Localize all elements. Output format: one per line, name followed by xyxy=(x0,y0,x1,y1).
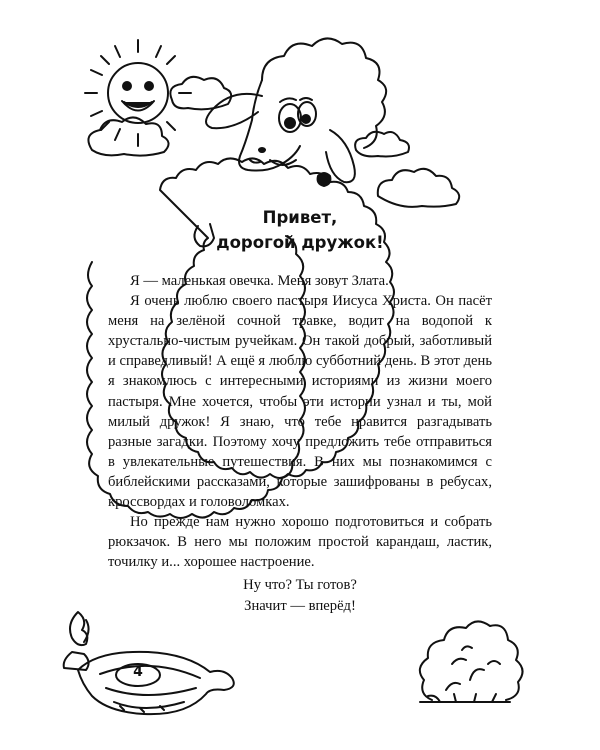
story-text xyxy=(108,271,492,572)
closing-text xyxy=(180,575,420,616)
page-number: 4 xyxy=(133,664,143,680)
cloud-right xyxy=(378,169,459,207)
title-line-1: Привет, xyxy=(262,208,338,227)
closing-line-2: Значит — вперёд! xyxy=(244,597,356,614)
cloud-left xyxy=(88,117,168,155)
paragraph: Но прежде нам нужно хорошо подготовиться и собрать рюкзачок. В него мы положим простой карандаш, ластик, точилку и... хорошее настроение. xyxy=(108,514,492,571)
cloud-top-right xyxy=(355,132,409,157)
paragraph: Я — маленькая овечка. Меня зовут Злата. xyxy=(130,273,389,289)
closing-line-1: Ну что? Ты готов? xyxy=(243,577,357,593)
title-line-2: дорогой дружок! xyxy=(216,233,384,252)
paragraph: Я очень люблю своего пастыря Иисуса Христа. Он пасёт меня на зелёной сочной травке, водит на водопой к хрустально-чистым ручейкам. Он такой добрый, заботливый и справедливый! А ещё я люблю субботний день. В этот день я знакомлюсь с интересными историями из жизни моего пастыря. Мне хочется, чтобы эти истории узнал и ты, мой милый дружок! Я знаю, что тебе нравится разгадывать разные загадки. Поэтому хочу предложить тебе отправиться в увлекательные путешествия. В них мы познакомимся с библейскими рассказами, которые зашифрованы в ребусах, кроссвордах и головоломках. xyxy=(108,293,492,511)
bush-icon xyxy=(420,621,523,702)
page-title xyxy=(200,205,400,255)
